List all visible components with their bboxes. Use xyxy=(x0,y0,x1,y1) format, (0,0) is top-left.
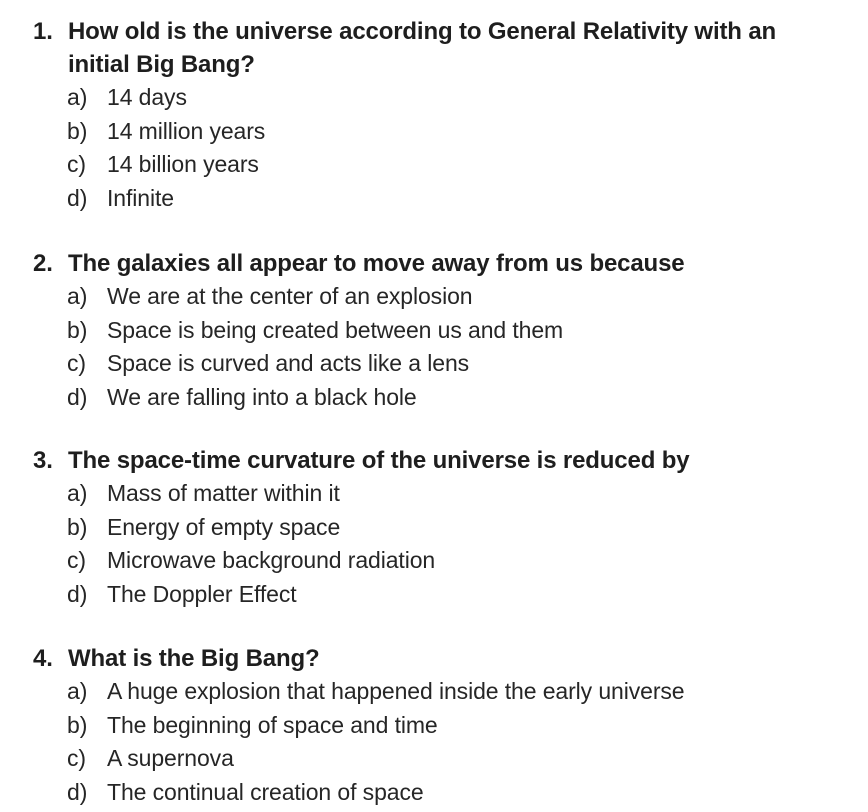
option-letter: c) xyxy=(67,547,86,573)
question-heading xyxy=(0,642,868,675)
option-letter: d) xyxy=(67,383,88,410)
option-text: A huge explosion that happened inside the early universe xyxy=(107,678,685,704)
option-letter: d) xyxy=(67,580,88,607)
option-text: Microwave background radiation xyxy=(107,547,436,573)
question-text: How old is the universe according to General Relativity with an initial Big Bang? xyxy=(68,18,777,78)
option-letter: b) xyxy=(67,117,88,144)
question-3 xyxy=(0,444,868,611)
option-letter: d) xyxy=(67,778,88,805)
question-4 xyxy=(0,642,868,809)
option-text: We are at the center of an explosion xyxy=(107,283,473,309)
option-letter: a) xyxy=(67,678,88,704)
option-letter: d) xyxy=(67,184,88,211)
question-text: The galaxies all appear to move away from us because xyxy=(68,250,685,277)
answer-options xyxy=(0,675,868,809)
answer-option-c xyxy=(0,544,868,578)
option-letter: c) xyxy=(67,350,86,376)
option-text: The Doppler Effect xyxy=(107,580,297,607)
option-letter: c) xyxy=(67,151,86,177)
answer-option-a xyxy=(0,280,868,314)
answer-option-d xyxy=(0,182,868,216)
question-heading xyxy=(0,15,868,81)
question-text: The space-time curvature of the universe is reduced by xyxy=(68,447,690,474)
option-text: Energy of empty space xyxy=(107,513,341,540)
question-number: 3. xyxy=(33,447,53,474)
answer-option-b xyxy=(0,511,868,545)
option-text: 14 days xyxy=(107,84,187,110)
option-letter: a) xyxy=(67,283,88,309)
option-text: Infinite xyxy=(107,184,174,211)
answer-option-a xyxy=(0,81,868,115)
question-heading xyxy=(0,247,868,280)
answer-options xyxy=(0,280,868,414)
option-text: We are falling into a black hole xyxy=(107,383,417,410)
answer-option-c xyxy=(0,742,868,776)
option-text: Space is being created between us and them xyxy=(107,316,564,343)
option-text: A supernova xyxy=(107,745,234,771)
option-letter: b) xyxy=(67,316,88,343)
option-letter: c) xyxy=(67,745,86,771)
option-letter: b) xyxy=(67,513,88,540)
option-text: The beginning of space and time xyxy=(107,711,438,738)
question-2 xyxy=(0,247,868,414)
answer-option-b xyxy=(0,314,868,348)
option-text: 14 million years xyxy=(107,117,266,144)
question-text: What is the Big Bang? xyxy=(68,645,320,672)
question-1 xyxy=(0,15,868,215)
question-number: 4. xyxy=(33,645,53,672)
option-text: 14 billion years xyxy=(107,151,259,177)
answer-option-d xyxy=(0,776,868,810)
answer-options xyxy=(0,477,868,611)
answer-option-a xyxy=(0,675,868,709)
answer-option-a xyxy=(0,477,868,511)
option-letter: a) xyxy=(67,84,88,110)
question-number: 1. xyxy=(33,18,53,45)
option-text: Space is curved and acts like a lens xyxy=(107,350,470,376)
answer-option-d xyxy=(0,578,868,612)
option-letter: b) xyxy=(67,711,88,738)
answer-options xyxy=(0,81,868,215)
question-number: 2. xyxy=(33,250,53,277)
option-text: The continual creation of space xyxy=(107,778,424,805)
question-heading xyxy=(0,444,868,477)
answer-option-c xyxy=(0,347,868,381)
answer-option-b xyxy=(0,115,868,149)
answer-option-c xyxy=(0,148,868,182)
option-letter: a) xyxy=(67,480,88,506)
answer-option-b xyxy=(0,709,868,743)
answer-option-d xyxy=(0,381,868,415)
option-text: Mass of matter within it xyxy=(107,480,340,506)
